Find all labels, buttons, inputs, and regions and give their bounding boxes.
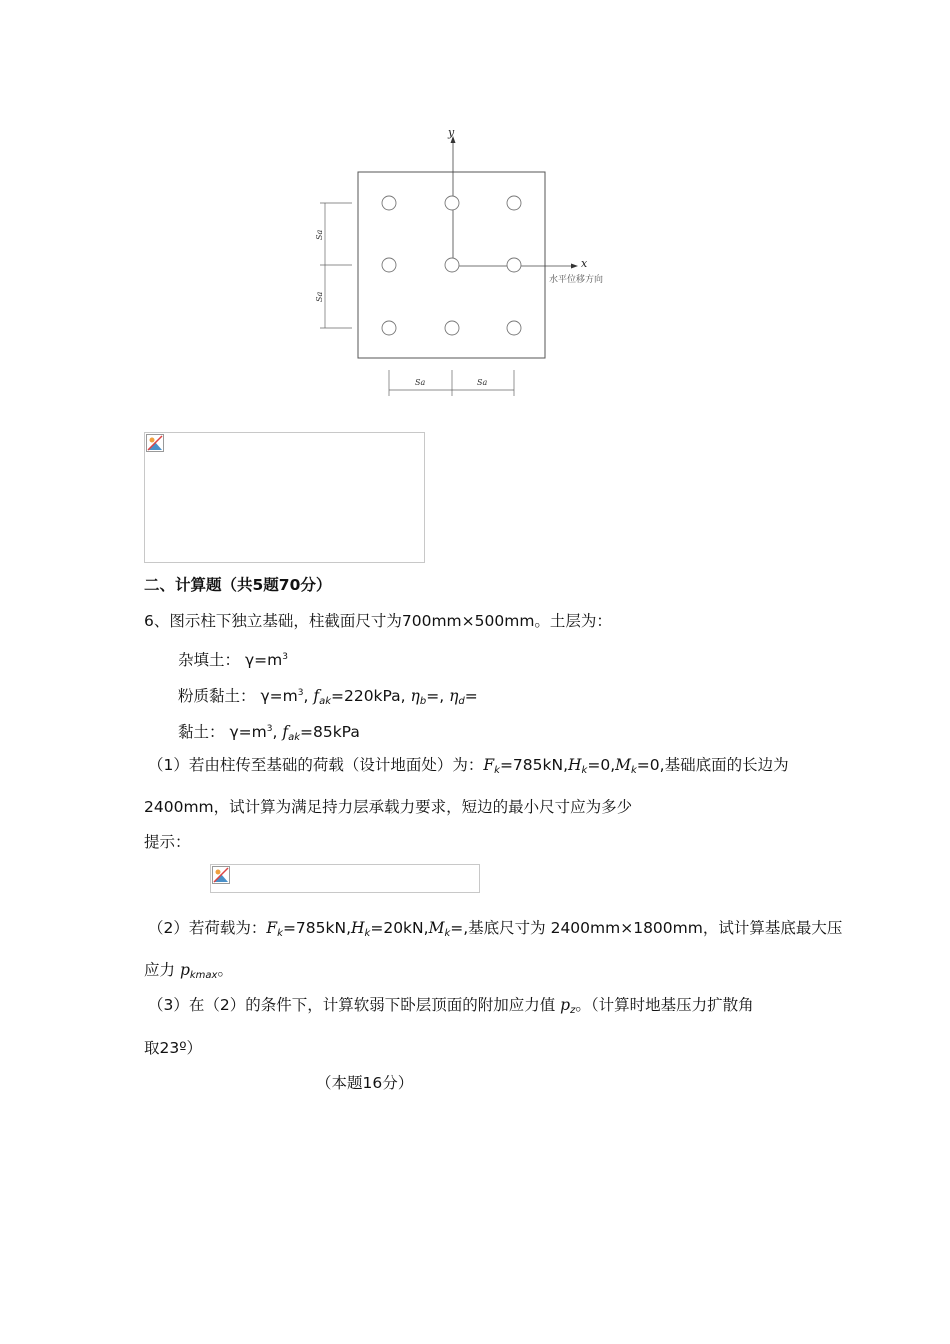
hint-label: 提示： — [144, 833, 191, 851]
pile — [445, 196, 459, 210]
soil-layer-3: 黏土： $\gamma=m^3$, $f_{ak}=85kPa$ — [178, 723, 360, 743]
part-2-line-1: （2）若荷载为：$F_k=785kN,H_k=20kN,M_k=$,基底尺寸为 2400mm×1800mm，试计算基底最大压 — [148, 919, 843, 939]
soil-layer-2: 粉质黏土： $\gamma=m^3$, $f_{ak}=220kPa$, $\eta_b=$, $\eta_d=$ — [178, 687, 478, 707]
dim-label-right: Sa — [477, 378, 488, 387]
vertical-dimension — [320, 203, 352, 328]
direction-label: 水平位移方向 — [549, 275, 604, 285]
soil-layer-1: 杂填土： $\gamma=m^3$ — [178, 651, 288, 669]
pile — [382, 196, 396, 210]
y-axis-label: y — [448, 126, 455, 139]
x-axis-label: x — [581, 257, 588, 270]
broken-image-icon — [146, 434, 164, 452]
hint-image-placeholder — [210, 864, 480, 893]
dim-label-lower: Sa — [315, 291, 324, 302]
dim-label-upper: Sa — [315, 229, 324, 240]
pile — [445, 258, 459, 272]
pile — [445, 321, 459, 335]
piles — [382, 196, 521, 335]
section-heading: 二、计算题（共5题70分） — [144, 576, 332, 594]
part-1-line-1: （1）若由柱传至基础的荷载（设计地面处）为：$F_k=785kN,H_k=0,M_k=0$,基础底面的长边为 — [148, 756, 789, 776]
x-axis-arrow — [571, 264, 578, 269]
score-note: （本题16分） — [316, 1074, 414, 1092]
pile — [507, 196, 521, 210]
broken-image-icon — [212, 866, 230, 884]
pile-group-diagram — [300, 120, 640, 405]
part-3-line-2: 取23º） — [144, 1039, 203, 1057]
pile — [382, 321, 396, 335]
pile — [507, 258, 521, 272]
dim-label-left: Sa — [415, 378, 426, 387]
image-placeholder — [144, 432, 425, 563]
part-3-line-1: （3）在（2）的条件下，计算软弱下卧层顶面的附加应力值 $p_z$。（计算时地基压力扩散角 — [148, 996, 754, 1016]
pile — [507, 321, 521, 335]
pile — [382, 258, 396, 272]
horizontal-dimension — [389, 370, 514, 396]
question-intro: 6、图示柱下独立基础，柱截面尺寸为700mm×500mm。土层为： — [144, 612, 612, 630]
part-1-line-2: 2400mm，试计算为满足持力层承载力要求，短边的最小尺寸应为多少 — [144, 798, 633, 816]
part-2-line-2: 应力 $p_{kmax}$。 — [144, 961, 233, 981]
